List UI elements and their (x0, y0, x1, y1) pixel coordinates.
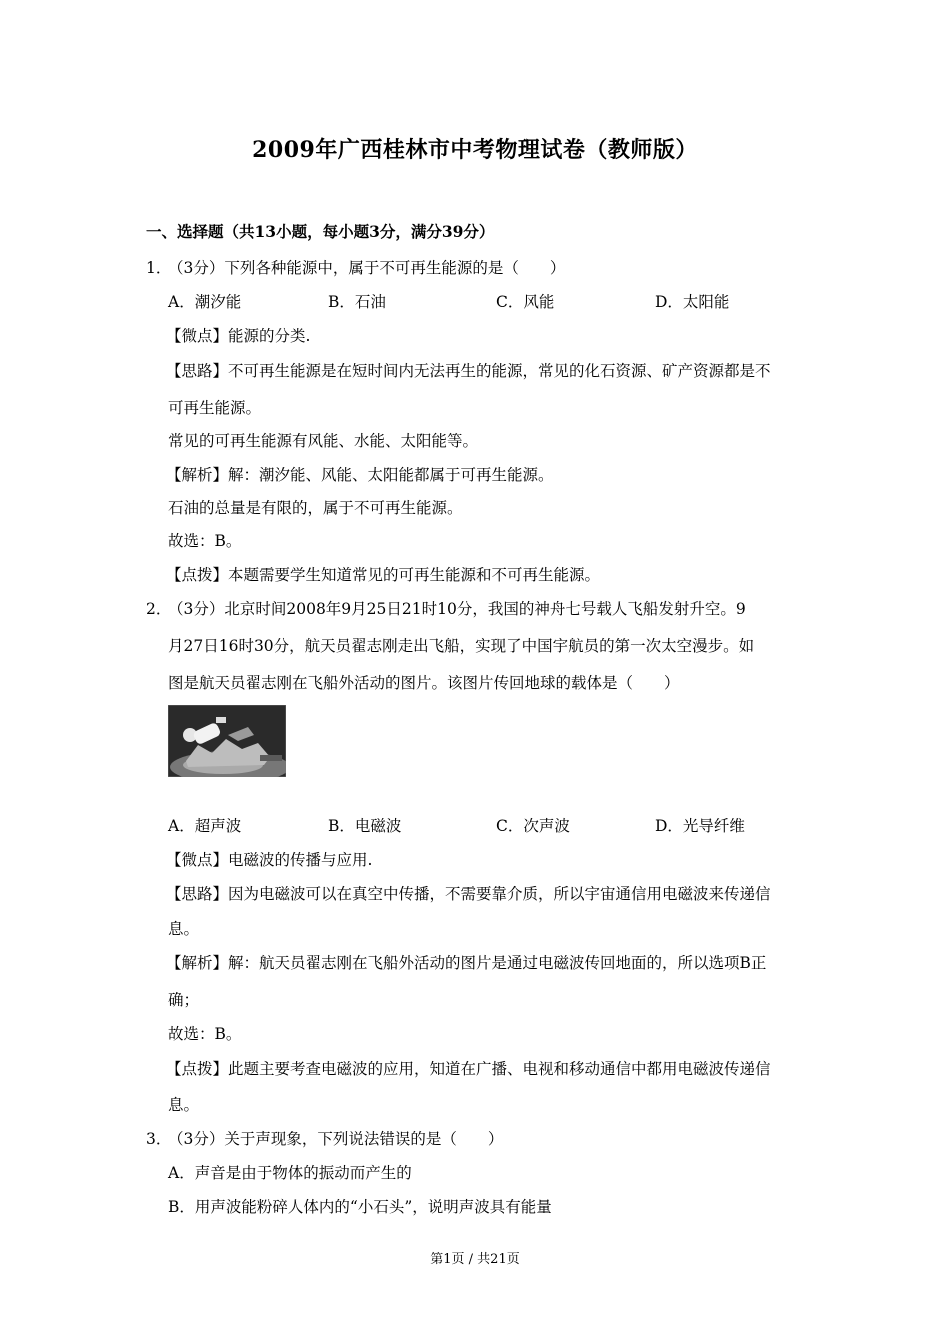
q3-option-a: A．声音是由于物体的振动而产生的 (168, 1164, 412, 1182)
q1-jiexi-line: 石油的总量是有限的，属于不可再生能源。 (168, 499, 463, 517)
question-1-stem: （3分）下列各种能源中，属于不可再生能源的是（ ） (168, 259, 566, 277)
q3-option-b: B．用声波能粉碎人体内的“小石头”，说明声波具有能量 (168, 1198, 552, 1216)
q1-option-a: A．潮汐能 (168, 293, 242, 311)
q1-jiexi-line: 【解析】解：潮汐能、风能、太阳能都属于可再生能源。 (166, 466, 554, 484)
q1-silu-line: 【思路】不可再生能源是在短时间内无法再生的能源，常见的化石资源、矿产资源都是不 (166, 362, 771, 380)
question-2-number: 2． (146, 600, 172, 618)
q1-silu-line: 可再生能源。 (168, 399, 262, 417)
q1-option-d: D．太阳能 (655, 293, 730, 311)
q2-jiexi-line: 确； (168, 991, 200, 1009)
q2-jiexi-line: 【解析】解：航天员翟志刚在飞船外活动的图片是通过电磁波传回地面的，所以选项B正 (166, 954, 767, 972)
q2-dianbo-line: 【点拨】此题主要考查电磁波的应用，知道在广播、电视和移动通信中都用电磁波传递信 (166, 1060, 771, 1078)
q2-option-d: D．光导纤维 (655, 817, 745, 835)
page-title: 2009年广西桂林市中考物理试卷（教师版） (252, 137, 698, 163)
question-2-stem-line: （3分）北京时间2008年9月25日21时10分，我国的神舟七号载人飞船发射升空。9 (168, 600, 746, 618)
question-2-stem-line: 图是航天员翟志刚在飞船外活动的图片。该图片传回地球的载体是（ ） (168, 674, 680, 692)
question-1-number: 1． (146, 259, 172, 277)
q1-weidian: 【微点】能源的分类. (166, 327, 311, 345)
q2-silu-line: 息。 (168, 920, 200, 938)
q1-option-c: C．风能 (496, 293, 555, 311)
section-heading: 一、选择题（共13小题，每小题3分，满分39分） (146, 222, 495, 241)
question-3-stem: （3分）关于声现象，下列说法错误的是（ ） (168, 1130, 504, 1148)
q1-silu-line: 常见的可再生能源有风能、水能、太阳能等。 (168, 432, 479, 450)
q2-option-b: B．电磁波 (328, 817, 402, 835)
question-3-number: 3． (146, 1130, 172, 1148)
astronaut-spacewalk-photo (168, 705, 286, 777)
question-2-stem-line: 月27日16时30分，航天员翟志刚走出飞船，实现了中国宇航员的第一次太空漫步。如 (168, 637, 755, 655)
q2-jiexi-line: 故选：B。 (168, 1025, 242, 1043)
q1-dianbo: 【点拨】本题需要学生知道常见的可再生能源和不可再生能源。 (166, 566, 601, 584)
q2-dianbo-line: 息。 (168, 1096, 200, 1114)
q1-jiexi-line: 故选：B。 (168, 532, 242, 550)
q2-option-c: C．次声波 (496, 817, 570, 835)
q2-silu-line: 【思路】因为电磁波可以在真空中传播，不需要靠介质，所以宇宙通信用电磁波来传递信 (166, 885, 771, 903)
q2-weidian: 【微点】电磁波的传播与应用. (166, 851, 373, 869)
q1-option-b: B．石油 (328, 293, 386, 311)
q2-option-a: A．超声波 (168, 817, 242, 835)
page-footer: 第1页 / 共21页 (430, 1252, 520, 1267)
